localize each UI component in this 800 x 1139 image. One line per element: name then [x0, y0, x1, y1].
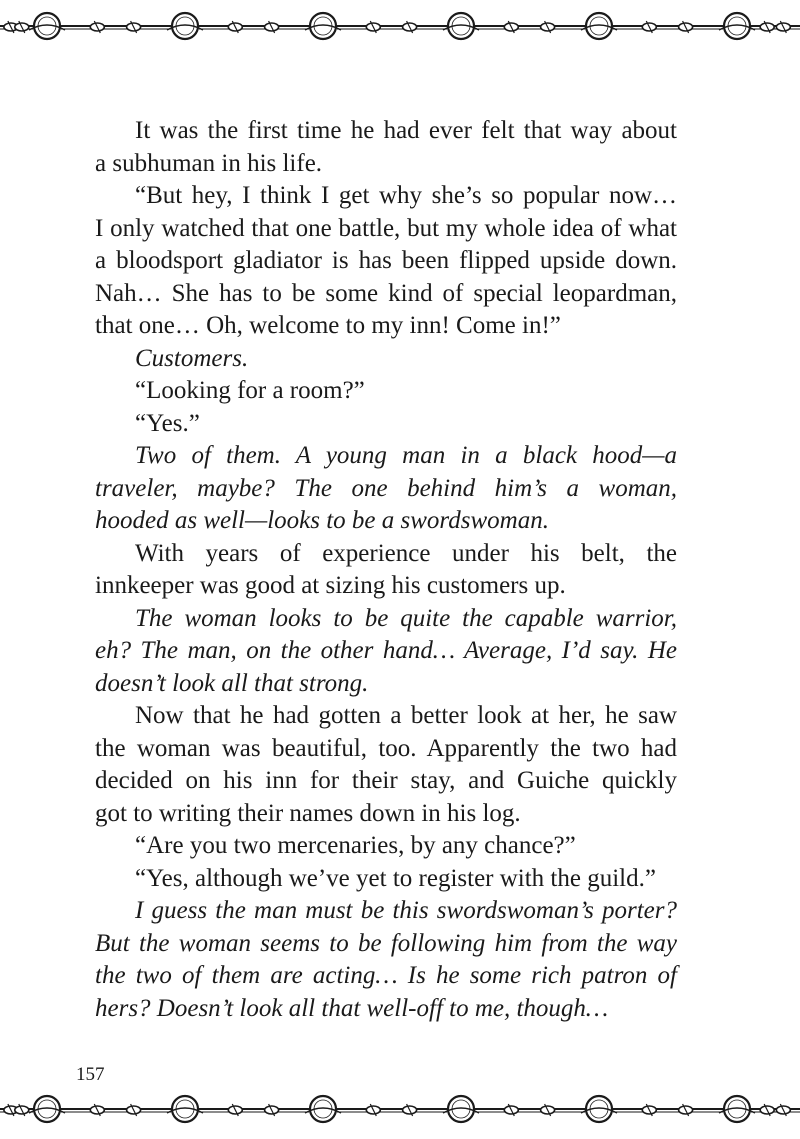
text-line: hers? Doesn’t look all that well-off to me, though… — [95, 994, 609, 1022]
text-line: that one… Oh, welcome to my inn! Come in!” — [95, 312, 561, 339]
text-line: “Looking for a room?” — [135, 377, 365, 404]
text-line: innkeeper was good at sizing his customers up. — [95, 572, 566, 599]
text-line: But the woman seems to be following him from the way — [95, 929, 677, 957]
text-line: I only watched that one battle, but my whole idea of what — [95, 214, 677, 242]
text-line: decided on his inn for their stay, and Guiche quickly — [95, 767, 677, 794]
page-number: 157 — [76, 1064, 105, 1085]
text-line: With years of experience under his belt, the — [135, 539, 677, 567]
text-line: Nah… She has to be some kind of special leopardman, — [95, 279, 677, 307]
text-line: Now that he had gotten a better look at her, he saw — [135, 702, 677, 729]
text-line: eh? The man, on the other hand… Average, I’d say. He — [95, 637, 677, 664]
text-line: “Are you two mercenaries, by any chance?” — [135, 832, 576, 859]
text-line: “Yes.” — [135, 409, 200, 437]
text-line: The woman looks to be quite the capable warrior, — [135, 604, 677, 632]
text-line: It was the first time he had ever felt that way about — [135, 117, 677, 144]
text-line: a bloodsport gladiator is has been flipped upside down. — [95, 247, 677, 274]
bottom-chain-border-icon — [0, 1079, 800, 1139]
text-line: “Yes, although we’ve yet to register with the guild.” — [135, 864, 656, 892]
body-text — [95, 115, 677, 1025]
text-line: the woman was beautiful, too. Apparently the two had — [95, 734, 677, 762]
text-line: doesn’t look all that strong. — [95, 669, 369, 697]
text-line: I guess the man must be this swordswoman’s porter? — [135, 897, 677, 924]
top-chain-border-icon — [0, 0, 800, 60]
text-line: Customers. — [135, 344, 249, 372]
text-line: a subhuman in his life. — [95, 149, 323, 177]
text-line: got to writing their names down in his log. — [95, 799, 521, 827]
text-line: the two of them are acting… Is he some rich patron of — [95, 962, 677, 989]
text-line: Two of them. A young man in a black hood—a — [135, 442, 677, 469]
text-line: traveler, maybe? The one behind him’s a woman, — [95, 474, 677, 502]
text-line: hooded as well—looks to be a swordswoman. — [95, 507, 549, 534]
text-line: “But hey, I think I get why she’s so popular now… — [135, 182, 677, 209]
